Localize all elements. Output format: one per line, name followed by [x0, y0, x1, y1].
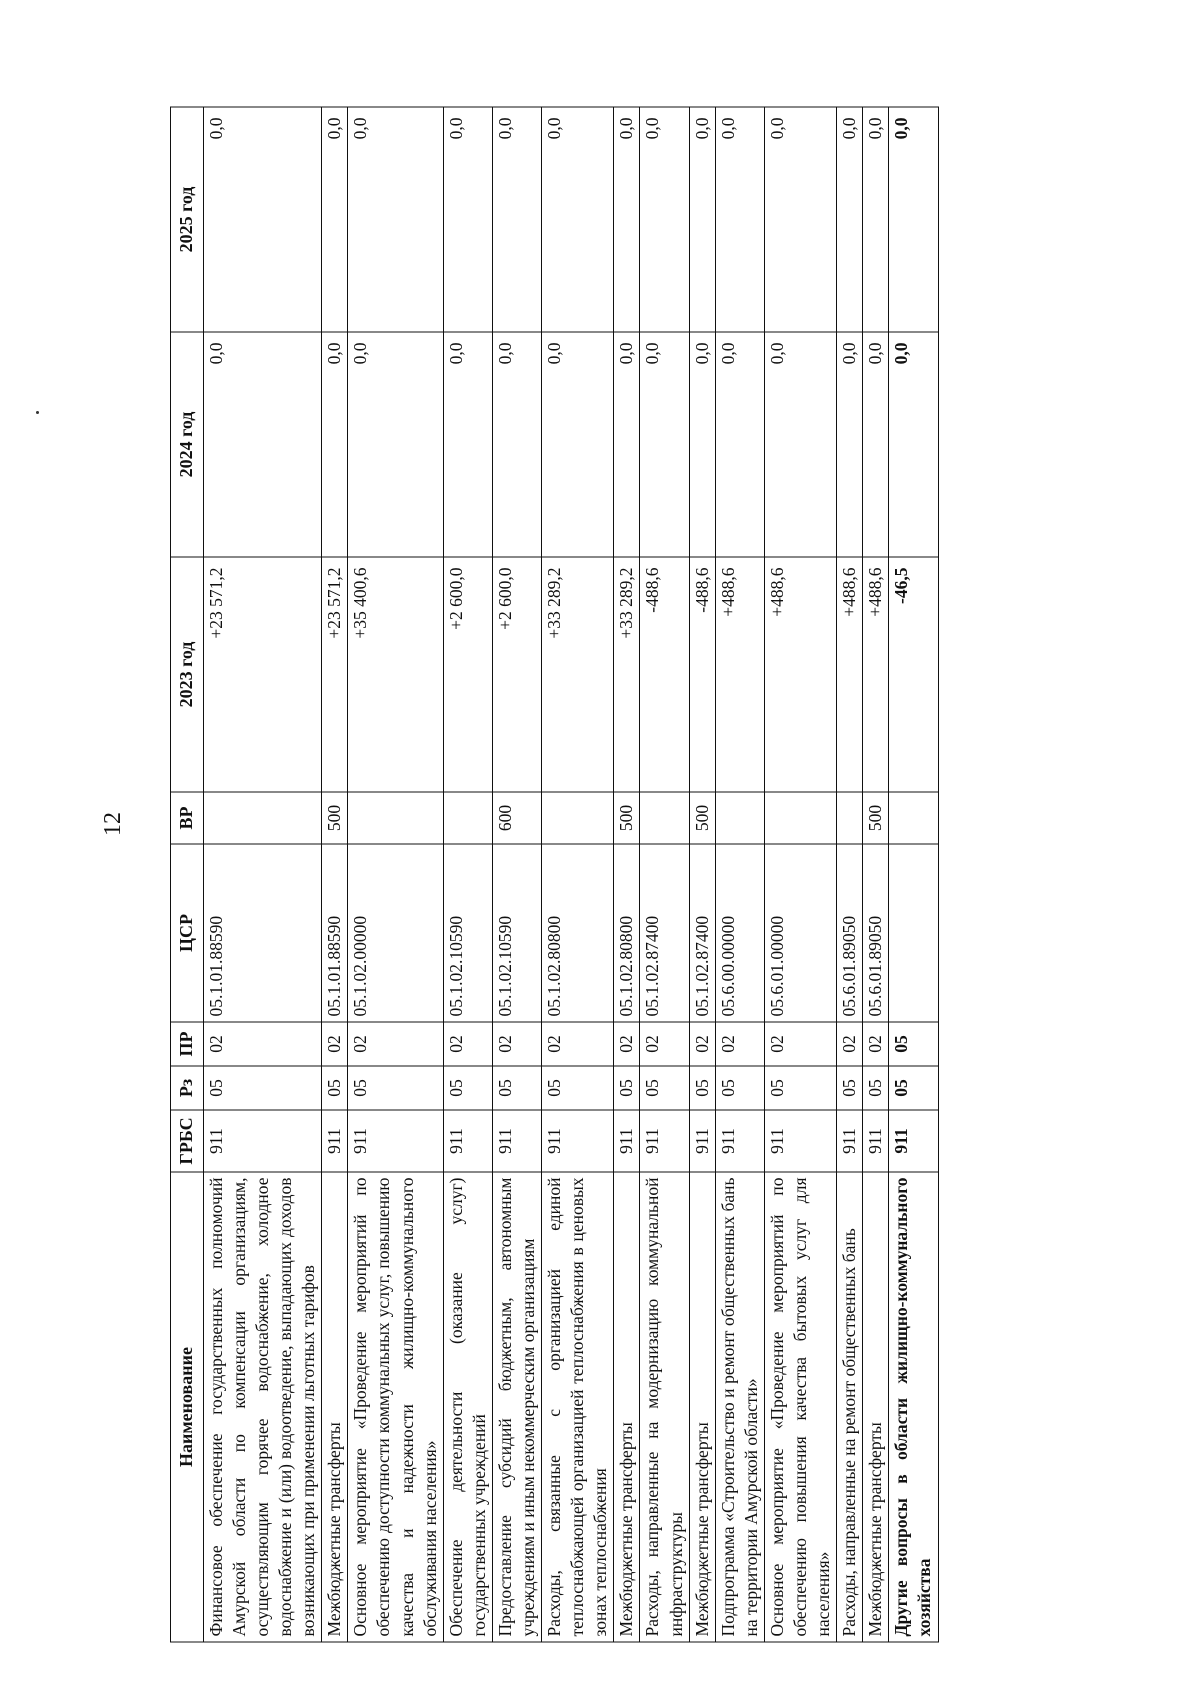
cell-csr [889, 844, 938, 1022]
cell-vr: 500 [689, 792, 715, 844]
cell-pr: 02 [443, 1022, 492, 1066]
cell-csr: 05.6.01.89050 [837, 844, 863, 1022]
cell-2024: 0,0 [689, 332, 715, 557]
cell-vr [764, 792, 836, 844]
cell-pr: 02 [542, 1022, 614, 1066]
cell-csr: 05.1.02.87400 [689, 844, 715, 1022]
table-row [764, 107, 836, 1642]
cell-csr: 05.1.01.88590 [322, 844, 348, 1022]
cell-pr: 02 [203, 1022, 321, 1066]
cell-name: Расходы, направленные на модернизацию коммунальной инфраструктуры [640, 1172, 689, 1642]
cell-2025: 0,0 [764, 107, 836, 332]
cell-vr: 500 [322, 792, 348, 844]
cell-2023: +488,6 [863, 557, 889, 792]
cell-name: Обеспечение деятельности (оказание услуг) государственных учреждений [443, 1172, 492, 1642]
cell-grbs: 911 [614, 1110, 640, 1172]
cell-grbs: 911 [542, 1110, 614, 1172]
cell-grbs: 911 [837, 1110, 863, 1172]
cell-2024: 0,0 [542, 332, 614, 557]
cell-vr: 500 [863, 792, 889, 844]
header-grbs: ГРБС [171, 1110, 204, 1172]
table-row [322, 107, 348, 1642]
cell-2025: 0,0 [837, 107, 863, 332]
cell-pr: 02 [764, 1022, 836, 1066]
cell-grbs: 911 [443, 1110, 492, 1172]
cell-csr: 05.1.02.10590 [492, 844, 541, 1022]
cell-grbs: 911 [764, 1110, 836, 1172]
page-number: 12 [100, 812, 126, 836]
cell-2024: 0,0 [715, 332, 764, 557]
cell-2024: 0,0 [322, 332, 348, 557]
cell-pr: 02 [322, 1022, 348, 1066]
cell-name: Межбюджетные трансферты [322, 1172, 348, 1642]
cell-csr: 05.6.01.89050 [863, 844, 889, 1022]
cell-rz: 05 [203, 1066, 321, 1110]
cell-rz: 05 [764, 1066, 836, 1110]
cell-pr: 02 [348, 1022, 443, 1066]
cell-name: Основное мероприятие «Проведение мероприятий по обеспечению повышения качества бытовых услуг для населения» [764, 1172, 836, 1642]
cell-name: Подпрограмма «Строительство и ремонт общественных бань на территории Амурской области» [715, 1172, 764, 1642]
table-row [863, 107, 889, 1642]
cell-2023: +35 400,6 [348, 557, 443, 792]
cell-vr [542, 792, 614, 844]
cell-2023: +488,6 [764, 557, 836, 792]
cell-vr [348, 792, 443, 844]
table-row [689, 107, 715, 1642]
cell-rz: 05 [348, 1066, 443, 1110]
cell-rz: 05 [689, 1066, 715, 1110]
cell-vr [640, 792, 689, 844]
table-total-row [889, 107, 938, 1642]
cell-rz: 05 [443, 1066, 492, 1110]
cell-2025: 0,0 [614, 107, 640, 332]
cell-grbs: 911 [348, 1110, 443, 1172]
cell-csr: 05.6.00.00000 [715, 844, 764, 1022]
cell-2024: 0,0 [614, 332, 640, 557]
cell-pr: 02 [640, 1022, 689, 1066]
scan-speck [36, 411, 39, 414]
cell-2024: 0,0 [837, 332, 863, 557]
cell-2025: 0,0 [863, 107, 889, 332]
table-row [542, 107, 614, 1642]
cell-vr [889, 792, 938, 844]
cell-2025: 0,0 [689, 107, 715, 332]
cell-grbs: 911 [863, 1110, 889, 1172]
cell-pr: 02 [492, 1022, 541, 1066]
cell-csr: 05.1.02.80800 [542, 844, 614, 1022]
cell-csr: 05.1.02.80800 [614, 844, 640, 1022]
cell-rz: 05 [889, 1066, 938, 1110]
cell-2023: +488,6 [837, 557, 863, 792]
header-rz: Рз [171, 1066, 204, 1110]
cell-name: Предоставление субсидий бюджетным, автономным учреждениям и иным некоммерческим организациям [492, 1172, 541, 1642]
header-2025: 2025 год [171, 107, 204, 332]
cell-rz: 05 [322, 1066, 348, 1110]
cell-2025: 0,0 [542, 107, 614, 332]
cell-2023: -488,6 [640, 557, 689, 792]
cell-name: Межбюджетные трансферты [689, 1172, 715, 1642]
cell-2024: 0,0 [863, 332, 889, 557]
table-header-row [171, 107, 204, 1642]
cell-name: Расходы, направленные на ремонт общественных бань [837, 1172, 863, 1642]
cell-2024: 0,0 [443, 332, 492, 557]
cell-2023: -46,5 [889, 557, 938, 792]
cell-pr: 02 [863, 1022, 889, 1066]
cell-2025: 0,0 [640, 107, 689, 332]
cell-csr: 05.1.01.88590 [203, 844, 321, 1022]
cell-pr: 02 [614, 1022, 640, 1066]
cell-vr: 500 [614, 792, 640, 844]
cell-name: Основное мероприятие «Проведение мероприятий по обеспечению доступности коммунальных услуг, повышению качества и надежности жилищно-коммунального обслуживания населения» [348, 1172, 443, 1642]
cell-csr: 05.1.02.87400 [640, 844, 689, 1022]
cell-pr: 02 [715, 1022, 764, 1066]
cell-rz: 05 [614, 1066, 640, 1110]
cell-2023: +33 289,2 [614, 557, 640, 792]
cell-grbs: 911 [640, 1110, 689, 1172]
table-body [203, 107, 938, 1642]
header-pr: ПР [171, 1022, 204, 1066]
table-row [715, 107, 764, 1642]
cell-vr: 600 [492, 792, 541, 844]
cell-2024: 0,0 [203, 332, 321, 557]
cell-rz: 05 [492, 1066, 541, 1110]
table-row [443, 107, 492, 1642]
cell-2023: +23 571,2 [322, 557, 348, 792]
cell-vr [837, 792, 863, 844]
cell-2025: 0,0 [348, 107, 443, 332]
cell-name: Финансовое обеспечение государственных полномочий Амурской области по компенсации организациям, осуществляющим горячее водоснабжение, холодное водоснабжение и (или) водоотведение, выпадающих доходов возникающих при применении льготных тарифов [203, 1172, 321, 1642]
cell-rz: 05 [640, 1066, 689, 1110]
cell-grbs: 911 [715, 1110, 764, 1172]
cell-2023: +2 600,0 [443, 557, 492, 792]
cell-pr: 02 [837, 1022, 863, 1066]
cell-2024: 0,0 [492, 332, 541, 557]
cell-vr [715, 792, 764, 844]
table-row [614, 107, 640, 1642]
cell-2024: 0,0 [348, 332, 443, 557]
header-csr: ЦСР [171, 844, 204, 1022]
cell-2023: -488,6 [689, 557, 715, 792]
cell-2025: 0,0 [443, 107, 492, 332]
cell-grbs: 911 [322, 1110, 348, 1172]
header-2023: 2023 год [171, 557, 204, 792]
cell-vr [443, 792, 492, 844]
cell-grbs: 911 [889, 1110, 938, 1172]
cell-rz: 05 [542, 1066, 614, 1110]
cell-pr: 02 [689, 1022, 715, 1066]
table-row [837, 107, 863, 1642]
cell-2023: +23 571,2 [203, 557, 321, 792]
header-2024: 2024 год [171, 332, 204, 557]
cell-csr: 05.6.01.00000 [764, 844, 836, 1022]
cell-vr [203, 792, 321, 844]
cell-2023: +33 289,2 [542, 557, 614, 792]
cell-grbs: 911 [492, 1110, 541, 1172]
table-row [348, 107, 443, 1642]
cell-csr: 05.1.02.00000 [348, 844, 443, 1022]
cell-name: Межбюджетные трансферты [614, 1172, 640, 1642]
cell-name: Межбюджетные трансферты [863, 1172, 889, 1642]
cell-2023: +488,6 [715, 557, 764, 792]
table-row [640, 107, 689, 1642]
cell-rz: 05 [863, 1066, 889, 1110]
cell-name: Другие вопросы в области жилищно-коммунального хозяйства [889, 1172, 938, 1642]
cell-name: Расходы, связанные с организацией единой теплоснабжающей организацией теплоснабжения в ценовых зонах теплоснабжения [542, 1172, 614, 1642]
cell-2024: 0,0 [640, 332, 689, 557]
rotated-table-container [170, 108, 1000, 1643]
cell-2025: 0,0 [492, 107, 541, 332]
header-vr: ВР [171, 792, 204, 844]
table-row [203, 107, 321, 1642]
cell-csr: 05.1.02.10590 [443, 844, 492, 1022]
cell-grbs: 911 [689, 1110, 715, 1172]
cell-rz: 05 [715, 1066, 764, 1110]
cell-2025: 0,0 [322, 107, 348, 332]
cell-2025: 0,0 [889, 107, 938, 332]
budget-table [170, 107, 939, 1643]
cell-grbs: 911 [203, 1110, 321, 1172]
cell-rz: 05 [837, 1066, 863, 1110]
cell-pr: 05 [889, 1022, 938, 1066]
cell-2024: 0,0 [889, 332, 938, 557]
cell-2023: +2 600,0 [492, 557, 541, 792]
cell-2025: 0,0 [203, 107, 321, 332]
cell-2025: 0,0 [715, 107, 764, 332]
table-row [492, 107, 541, 1642]
header-name: Наименование [171, 1172, 204, 1642]
cell-2024: 0,0 [764, 332, 836, 557]
